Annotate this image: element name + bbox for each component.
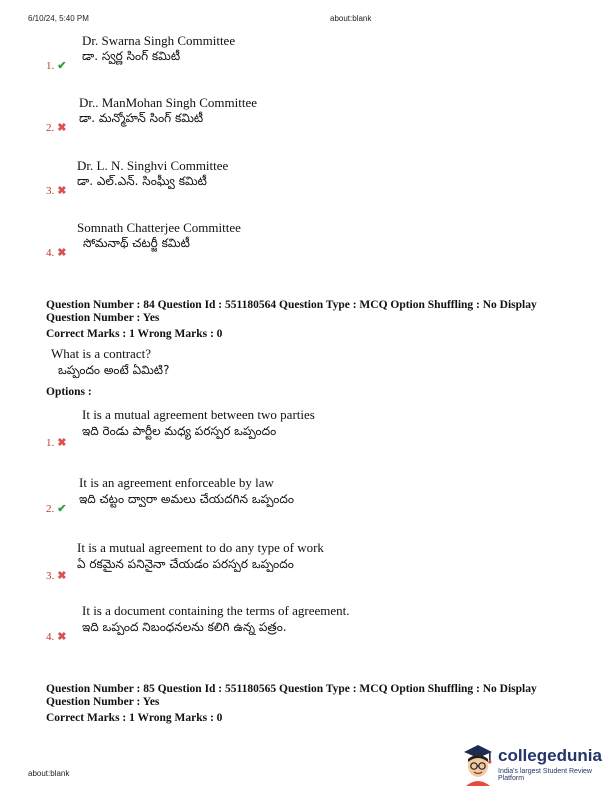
q84-option-3-en: It is a mutual agreement to do any type of work <box>77 540 324 555</box>
question-marks: Correct Marks : 1 Wrong Marks : 0 <box>46 328 223 340</box>
question-header-line1: Question Number : 84 Question Id : 551180564 Question Type : MCQ Option Shuffling : No Display <box>46 299 537 311</box>
prev-option-2-en: Dr.. ManMohan Singh Committee <box>79 95 258 110</box>
question-marks: Correct Marks : 1 Wrong Marks : 0 <box>46 712 223 724</box>
cross-icon: ✖ <box>57 122 67 134</box>
cross-icon: ✖ <box>57 570 67 582</box>
cross-icon: ✖ <box>57 185 67 197</box>
prev-option-2-marker <box>46 121 66 134</box>
prev-option-4-te: సోమనాథ్ చటర్జీ కమిటీ <box>83 236 190 250</box>
prev-option-1-en: Dr. Swarna Singh Committee <box>82 33 236 48</box>
prev-option-3-te: డా. ఎల్.ఎన్. సింఘ్వీ కమిటీ <box>77 174 207 188</box>
question-header-line2: Question Number : Yes <box>46 696 160 708</box>
prev-option-3-marker <box>46 184 66 197</box>
prev-option-1-te: డా. స్వర్ణ సింగ్ కమిటీ <box>82 49 181 63</box>
option-number: 1. <box>46 437 55 449</box>
option-number: 4. <box>46 631 55 643</box>
brand-logo <box>460 742 610 788</box>
q84-option-4-en: It is a document containing the terms of agreement. <box>82 603 350 618</box>
option-number: 1. <box>46 60 55 72</box>
brand-name: collegedunia <box>498 746 602 765</box>
q84-option-1-marker <box>46 436 66 449</box>
option-number: 2. <box>46 503 55 515</box>
option-number: 3. <box>46 570 55 582</box>
cross-icon: ✖ <box>57 247 67 259</box>
q84-option-1-te: ఇది రెండు పార్టీల మధ్య పరస్పర ఒప్పందం <box>82 424 277 438</box>
check-icon: ✔ <box>57 60 67 72</box>
option-number: 2. <box>46 122 55 134</box>
print-datetime: 6/10/24, 5:40 PM <box>28 14 89 23</box>
q84-option-1-en: It is a mutual agreement between two parties <box>82 407 315 422</box>
q84-option-3-marker <box>46 569 66 582</box>
prev-option-4-en: Somnath Chatterjee Committee <box>77 220 241 235</box>
q84-option-2-te: ఇది చట్టం ద్వారా అమలు చేయదగిన ఒప్పందం <box>79 492 294 506</box>
check-icon: ✔ <box>57 503 67 515</box>
option-number: 4. <box>46 247 55 259</box>
print-footer-url: about:blank <box>28 769 70 778</box>
question-text-te: ఒప్పందం అంటే ఏమిటి? <box>58 363 170 377</box>
brand-tagline: India's largest Student Review Platform <box>498 768 592 782</box>
prev-option-1-marker <box>46 59 66 72</box>
question-header-line2: Question Number : Yes <box>46 312 160 324</box>
cross-icon: ✖ <box>57 631 67 643</box>
question-text-en: What is a contract? <box>51 346 151 361</box>
prev-option-2-te: డా. మన్మోహన్ సింగ్ కమిటీ <box>79 111 204 125</box>
q84-option-4-marker <box>46 630 66 643</box>
q84-option-4-te: ఇది ఒప్పంద నిబంధనలను కలిగి ఉన్న పత్రం. <box>82 620 287 634</box>
cross-icon: ✖ <box>57 437 67 449</box>
question-header-line1: Question Number : 85 Question Id : 551180565 Question Type : MCQ Option Shuffling : No Display <box>46 683 537 695</box>
q84-option-2-marker <box>46 502 66 515</box>
mascot-icon <box>460 742 496 786</box>
option-number: 3. <box>46 185 55 197</box>
q84-option-3-te: ఏ రకమైన పనినైనా చేయడం పరస్పర ఒప్పందం <box>77 557 294 571</box>
q84-option-2-en: It is an agreement enforceable by law <box>79 475 274 490</box>
print-url: about:blank <box>330 14 372 23</box>
prev-option-3-en: Dr. L. N. Singhvi Committee <box>77 158 229 173</box>
prev-option-4-marker <box>46 246 66 259</box>
options-label: Options : <box>46 386 92 398</box>
